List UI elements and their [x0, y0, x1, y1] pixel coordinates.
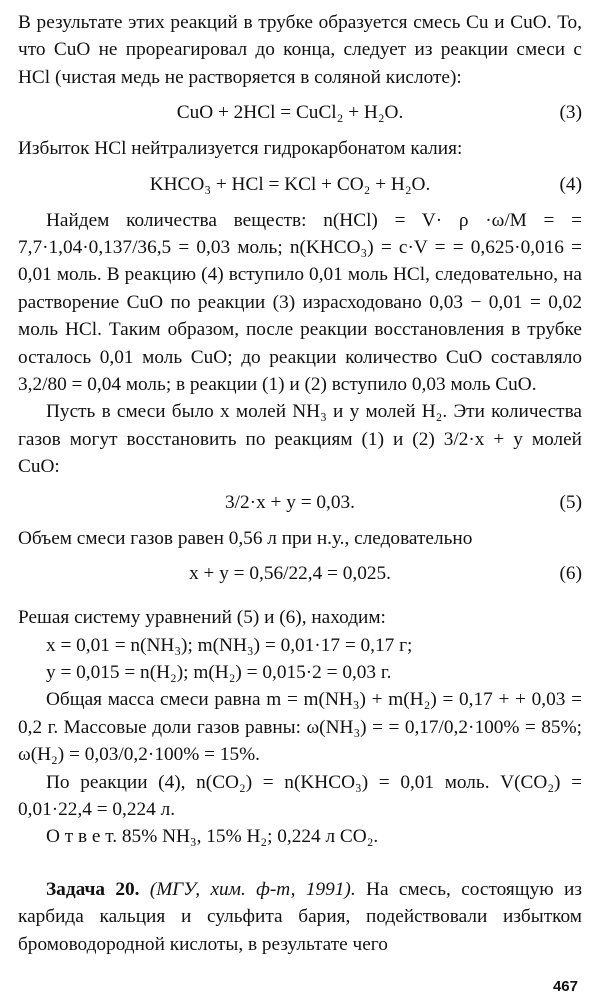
equation-6: x + y = 0,56/22,4 = 0,025.	[189, 563, 391, 585]
paragraph-volume: Объем смеси газов равен 0,56 л при н.у., следовательно	[18, 527, 473, 549]
paragraph-quantities: Найдем количества веществ: n(HCl) = V· ρ ·ω/M = = 7,7·1,04·0,137/36,5 = 0,03 моль; n(KHCO₃) = c·V = = 0,625·0,016 = 0,01 моль. В реакцию (4) вступило 0,01 моль HCl, следовательно, на растворение CuO по реакции (3) израсходовано 0,03 − 0,01 = 0,02 моль HCl. Таким образом, после реакции восстановления в трубке осталось 0,01 моль CuO; до реакции количество CuO составляло 3,2/80 = 0,04 моль; в реакции (1) и (2) вступило 0,03 моль CuO.	[18, 209, 582, 396]
paragraph-neutralization: Избыток HCl нейтрализуется гидрокарбонатом калия:	[18, 138, 463, 160]
equation-3-row	[18, 91, 582, 135]
page-content	[18, 9, 582, 958]
equation-3: CuO + 2HCl = CuCl₂ + H₂O.	[176, 102, 404, 124]
equation-4-row	[18, 163, 582, 207]
page-number: 467	[552, 978, 578, 995]
solution-line-y: y = 0,015 = n(H₂); m(H₂) = 0,015·2 = 0,03 г.	[46, 661, 392, 683]
paragraph-mass-fractions: Общая масса смеси равна m = m(NH₃) + m(H₂) = 0,17 + + 0,03 = 0,2 г. Массовые доли газов равны: ω(NH₃) = = 0,17/0,2·100% = 85%; ω(H₂) = 0,03/0,2·100% = 15%.	[18, 689, 582, 766]
task-heading: Задача 20.	[46, 878, 140, 900]
paragraph-mixture: Пусть в смеси было x молей NH₃ и y молей H₂. Эти количества газов могут восстановить по реакциям (1) и (2) 3/2·x + y молей CuO:	[18, 401, 582, 478]
equation-3-number: (3)	[559, 102, 582, 124]
answer-line: О т в е т. 85% NH₃, 15% H₂; 0,224 л CO₂.	[46, 826, 379, 848]
task-source: (МГУ, хим. ф-т, 1991).	[149, 878, 356, 900]
paragraph-intro: В результате этих реакций в трубке образуется смесь Cu и CuO. То, что CuO не прореагировал до конца, следует из реакции смеси с HCl (чистая медь не растворяется в соляной кислоте):	[18, 12, 582, 88]
solution-line-x: x = 0,01 = n(NH₃); m(NH₃) = 0,01·17 = 0,17 г;	[46, 634, 413, 656]
task-text: На смесь, состоящую из карбида кальция и сульфита бария, подействовали избытком бромоводородной кислоты, в результате чего	[18, 878, 582, 955]
equation-6-number: (6)	[559, 563, 582, 585]
spacer	[18, 851, 582, 876]
equation-4-number: (4)	[559, 173, 582, 195]
equation-6-row	[18, 552, 582, 596]
paragraph-solving: Решая систему уравнений (5) и (6), находим:	[18, 607, 386, 629]
paragraph-co2: По реакции (4), n(CO₂) = n(KHCO₃) = 0,01 моль. V(CO₂) = 0,01·22,4 = 0,224 л.	[18, 771, 582, 820]
spacer	[18, 596, 582, 604]
equation-4: KHCO₃ + HCl = KCl + CO₂ + H₂O.	[149, 173, 431, 195]
equation-5-number: (5)	[559, 491, 582, 513]
task-20	[18, 876, 582, 958]
equation-5-row	[18, 481, 582, 525]
equation-5: 3/2·x + y = 0,03.	[225, 491, 355, 513]
